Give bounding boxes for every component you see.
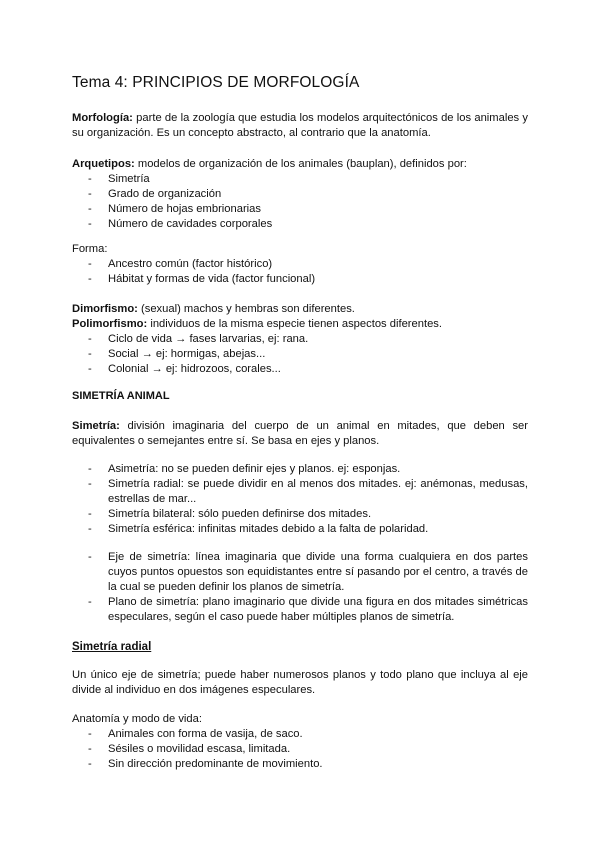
list-item: - Asimetría: no se pueden definir ejes y planos. ej: esponjas. (88, 462, 528, 477)
dimorfismo-polimorfismo-section (72, 302, 528, 377)
list-item: - Grado de organización (88, 187, 528, 202)
forma-section (72, 242, 528, 287)
arquetipos-list (72, 172, 528, 232)
polimorfismo-list (72, 332, 528, 377)
forma-list (72, 257, 528, 287)
morfologia-text: parte de la zoología que estudia los modelos arquitectónicos de los animales y su organización. Es un concepto abstracto, al contrario que la anatomía. (72, 112, 528, 139)
list-item: - Simetría radial: se puede dividir en al menos dos mitades. ej: anémonas, medusas, estrellas de mar... (88, 477, 528, 507)
anatomia-section (72, 712, 528, 772)
list-item: - Colonial → ej: hidrozoos, corales... (88, 362, 528, 377)
list-item: - Animales con forma de vasija, de saco. (88, 727, 528, 742)
polimorfismo-term: Polimorfismo: (72, 318, 148, 330)
list-item: - Eje de simetría: línea imaginaria que divide una forma cualquiera en dos partes cuyos puntos opuestos son equidistantes entre sí pasando por el centro, a través de la cual se pueden definir los planos de simetría. (88, 550, 528, 595)
list-item: - Simetría bilateral: sólo pueden definirse dos mitades. (88, 507, 528, 522)
simetria-defs-list (72, 550, 528, 625)
list-item: - Simetría (88, 172, 528, 187)
polimorfismo-paragraph (72, 317, 528, 332)
arquetipos-term: Arquetipos: (72, 158, 135, 170)
simetria-types-list (72, 462, 528, 537)
list-item: - Ancestro común (factor histórico) (88, 257, 528, 272)
list-item: - Simetría esférica: infinitas mitades debido a la falta de polaridad. (88, 522, 528, 537)
list-item: - Social → ej: hormigas, abejas... (88, 347, 528, 362)
simetria-radial-heading: Simetría radial (72, 641, 152, 653)
morfologia-paragraph (72, 111, 528, 141)
dimorfismo-term: Dimorfismo: (72, 303, 138, 315)
page-title: Tema 4: PRINCIPIOS DE MORFOLOGÍA (72, 74, 360, 91)
anatomia-list (72, 727, 528, 772)
simetria-animal-heading: SIMETRÍA ANIMAL (72, 390, 170, 402)
dimorfismo-paragraph (72, 302, 528, 317)
simetria-text: división imaginaria del cuerpo de un animal en mitades, que deben ser equivalentes o semejantes entre sí. Se basa en ejes y planos. (72, 420, 528, 447)
simetria-term: Simetría: (72, 420, 120, 432)
list-item: - Número de hojas embrionarias (88, 202, 528, 217)
morfologia-term: Morfología: (72, 112, 133, 124)
list-item: - Hábitat y formas de vida (factor funcional) (88, 272, 528, 287)
list-item: - Sin dirección predominante de movimiento. (88, 757, 528, 772)
simetria-paragraph (72, 419, 528, 449)
dimorfismo-text: (sexual) machos y hembras son diferentes. (137, 303, 355, 315)
polimorfismo-text: individuos de la misma especie tienen aspectos diferentes. (147, 318, 442, 330)
list-item: - Sésiles o movilidad escasa, limitada. (88, 742, 528, 757)
list-item: - Ciclo de vida → fases larvarias, ej: rana. (88, 332, 528, 347)
list-item: - Plano de simetría: plano imaginario que divide una figura en dos mitades simétricas especulares, según el caso puede haber múltiples planos de simetría. (88, 595, 528, 625)
forma-label: Forma: (72, 243, 108, 255)
anatomia-label: Anatomía y modo de vida: (72, 713, 202, 725)
arquetipos-text: modelos de organización de los animales (bauplan), definidos por: (134, 158, 467, 170)
arquetipos-paragraph (72, 157, 528, 172)
arquetipos-section (72, 157, 528, 232)
list-item: - Número de cavidades corporales (88, 217, 528, 232)
simetria-radial-paragraph: Un único eje de simetría; puede haber numerosos planos y todo plano que incluya al eje divide al individuo en dos imágenes especulares. (72, 669, 528, 696)
